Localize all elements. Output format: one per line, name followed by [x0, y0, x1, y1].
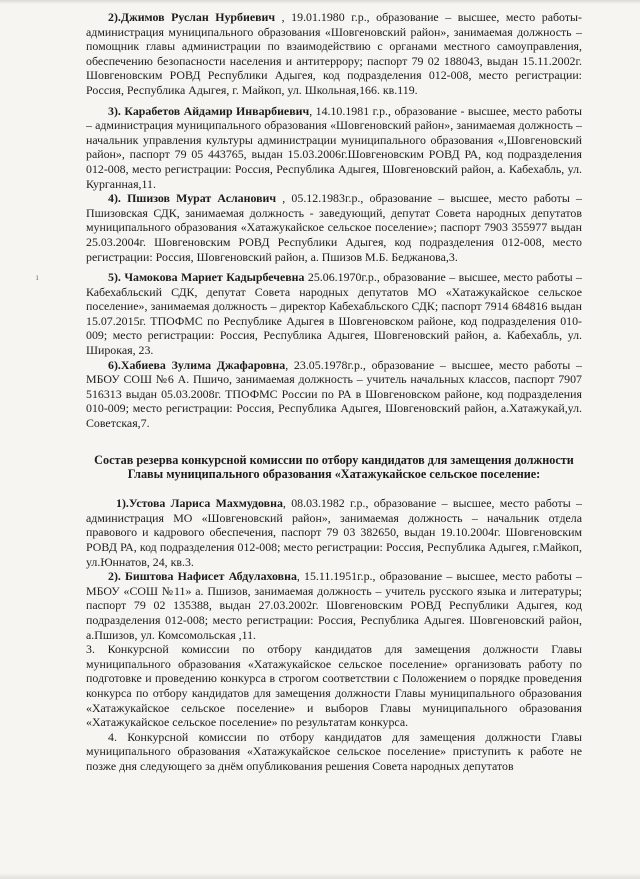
member-5-number: 5).: [108, 270, 125, 285]
member-2-details: , 19.01.1980 г.р., образование – высшее, место работы- администрация муниципального образования «Шовгеновский район», занимаемая должность – помощник главы администрации по взаимодействию с органами местного самоуправления, обеспечению безопасности населения и антитеррору; паспорт 79 02 188043, выдан 15.11.2002г. Шовгеновским РОВД Республики Адыгея, код подразделения 012-008, место регистрации: Россия, Республика Адыгея, г. Майкоп, ул. Школьная,166. кв.119.: [86, 10, 582, 97]
reserve-1-name: Устова Лариса Махмудовна: [128, 496, 283, 511]
member-3-details: , 14.10.1981 г.р., образование - высшее, место работы – администрация муниципального образования «Шовгеновский район», занимаемая должность – начальник управления культуры администрации муниципального образования «,Шовгеновский район», паспорт 79 05 443765, выдан 15.03.2006г.Шовгеновским РОВД РА, код подразделения 012-008, место регистрации: Россия, Республика Адыгея, Шовгеновский район, а. Кабехабль, ул. Курганная,11.: [86, 103, 583, 191]
reserve-2-details: , 15.11.1951г.р., образование – высшее, место работы – МБОУ «СОШ №11» а. Пшизов, занимаемая должность – учитель русского языка и литературы; паспорт 79 02 135388, выдан 27.03.2002г. Шовгеновским РОВД Республики Адыгея, код подразделения 012-008; место регистрации: Россия, Республика Адыгея. Шовгеновский район, а.Пшизов, ул. Комсомольская ,11.: [86, 569, 582, 642]
member-6-number: 6).: [108, 357, 121, 372]
reserve-heading: Состав резерва конкурсной комиссии по отбору кандидатов для замещения должности Главы муниципального образования «Хатажукайское сельское поселение:: [94, 452, 574, 482]
member-3-paragraph: [86, 104, 582, 192]
member-2-paragraph: [86, 10, 582, 98]
member-5-name: Чамокова Мариет Кадырбечевна: [124, 270, 305, 285]
reserve-1-number: 1).: [116, 496, 129, 511]
clause-4: 4. Конкурсной комиссии по отбору кандидатов для замещения должности Главы муниципального образования «Хатажукайское сельское поселение» приступить к работе не позже дня следующего за днём опубликования решения Совета народных депутатов: [86, 729, 582, 773]
page-top-edge: [0, 0, 640, 4]
reserve-1-details: , 08.03.1982 г.р., образование – высшее, место работы – администрация МО «Шовгеновский район», занимаемая должность – начальник отдела правового и кадрового обеспечения, паспорт 79 03 382650, выдан 19.10.2004г. Шовгеновским РОВД РА, код подразделения 012-008; место регистрации: Россия, Республика Адыгея, г.Майкоп, ул.Юннатов, 24, кв.3.: [86, 496, 582, 569]
reserve-2-name: Биштова Нафисет Абдулаховна: [125, 569, 297, 584]
page-bottom-edge: [0, 873, 640, 879]
member-6-name: Хабиева Зулима Джафаровна: [120, 357, 286, 372]
member-5-paragraph: [86, 270, 582, 358]
clause-3: 3. Конкурсной комиссии по отбору кандидатов для замещения должности Главы муниципального образования «Хатажукайское сельское поселение» организовать работу по подготовке и проведению конкурса в строгом соответствии с Положением о порядке проведения конкурса по отбору кандидатов для замещения должности Главы муниципального образования «Хатажукайское сельское поселение» и выборов Главы муниципального образования «Хатажукайское сельское поселение» по результатам конкурса.: [86, 642, 582, 730]
reserve-1-paragraph: [86, 496, 582, 569]
member-6-details: , 23.05.1978г.р., образование – высшее, место работы – МБОУ СОШ №6 А. Пшичо, занимаемая должность – учитель начальных классов, паспорт 7907 516313 выдан 05.03.2008г. ТПОФМС России по РА в Шовгеновском районе, код подразделения 010-009; место регистрации: Россия, Республика Адыгея, Шовгеновский район, а.Хатажукай,ул. Советская,7.: [86, 357, 583, 431]
member-5-details: 25.06.1970г.р., образование – высшее, место работы – Кабехабльский СДК, депутат Совета народных депутатов МО «Хатажукайское сельское поселение», занимаемая должность – директор Кабехабльского СДК; паспорт 7914 684816 выдан 15.07.2015г. ТПОФМС по Республике Адыгея в Шовгеновском районе, код подразделения 010-009; место регистрации: Россия, Республика Адыгея, Шовгеновский район, а. Кабехабль, ул. Широкая, 23.: [86, 270, 582, 358]
member-4-paragraph: [86, 191, 582, 264]
member-4-name: Пшизов Мурат Асланович: [127, 191, 277, 206]
margin-mark: ı: [36, 272, 39, 282]
member-3-number: 3).: [108, 103, 125, 118]
member-2-number: 2).: [108, 10, 121, 24]
member-4-number: 4).: [108, 191, 128, 206]
reserve-2-number: 2).: [108, 569, 126, 584]
member-6-paragraph: [86, 358, 582, 431]
reserve-2-paragraph: [86, 569, 582, 642]
member-4-details: , 05.12.1983г.р., образование – высшее, место работы – Пшизовская СДК, занимаемая должность - заведующий, депутат Совета народных депутатов муниципального образования «Хатажукайское сельское поселение»; паспорт 7903 355977 выдан 25.03.2004г. Шовгеновским РОВД Республики Адыгея, код подразделения 012-008, место регистрации: Россия, Шовгеновский район, а. Пшизов М.Б. Беджанова,3.: [86, 191, 582, 264]
member-2-name: Джимов Руслан Нурбиевич: [120, 10, 276, 24]
member-3-name: Карабетов Айдамир Инварбиевич: [124, 103, 310, 118]
